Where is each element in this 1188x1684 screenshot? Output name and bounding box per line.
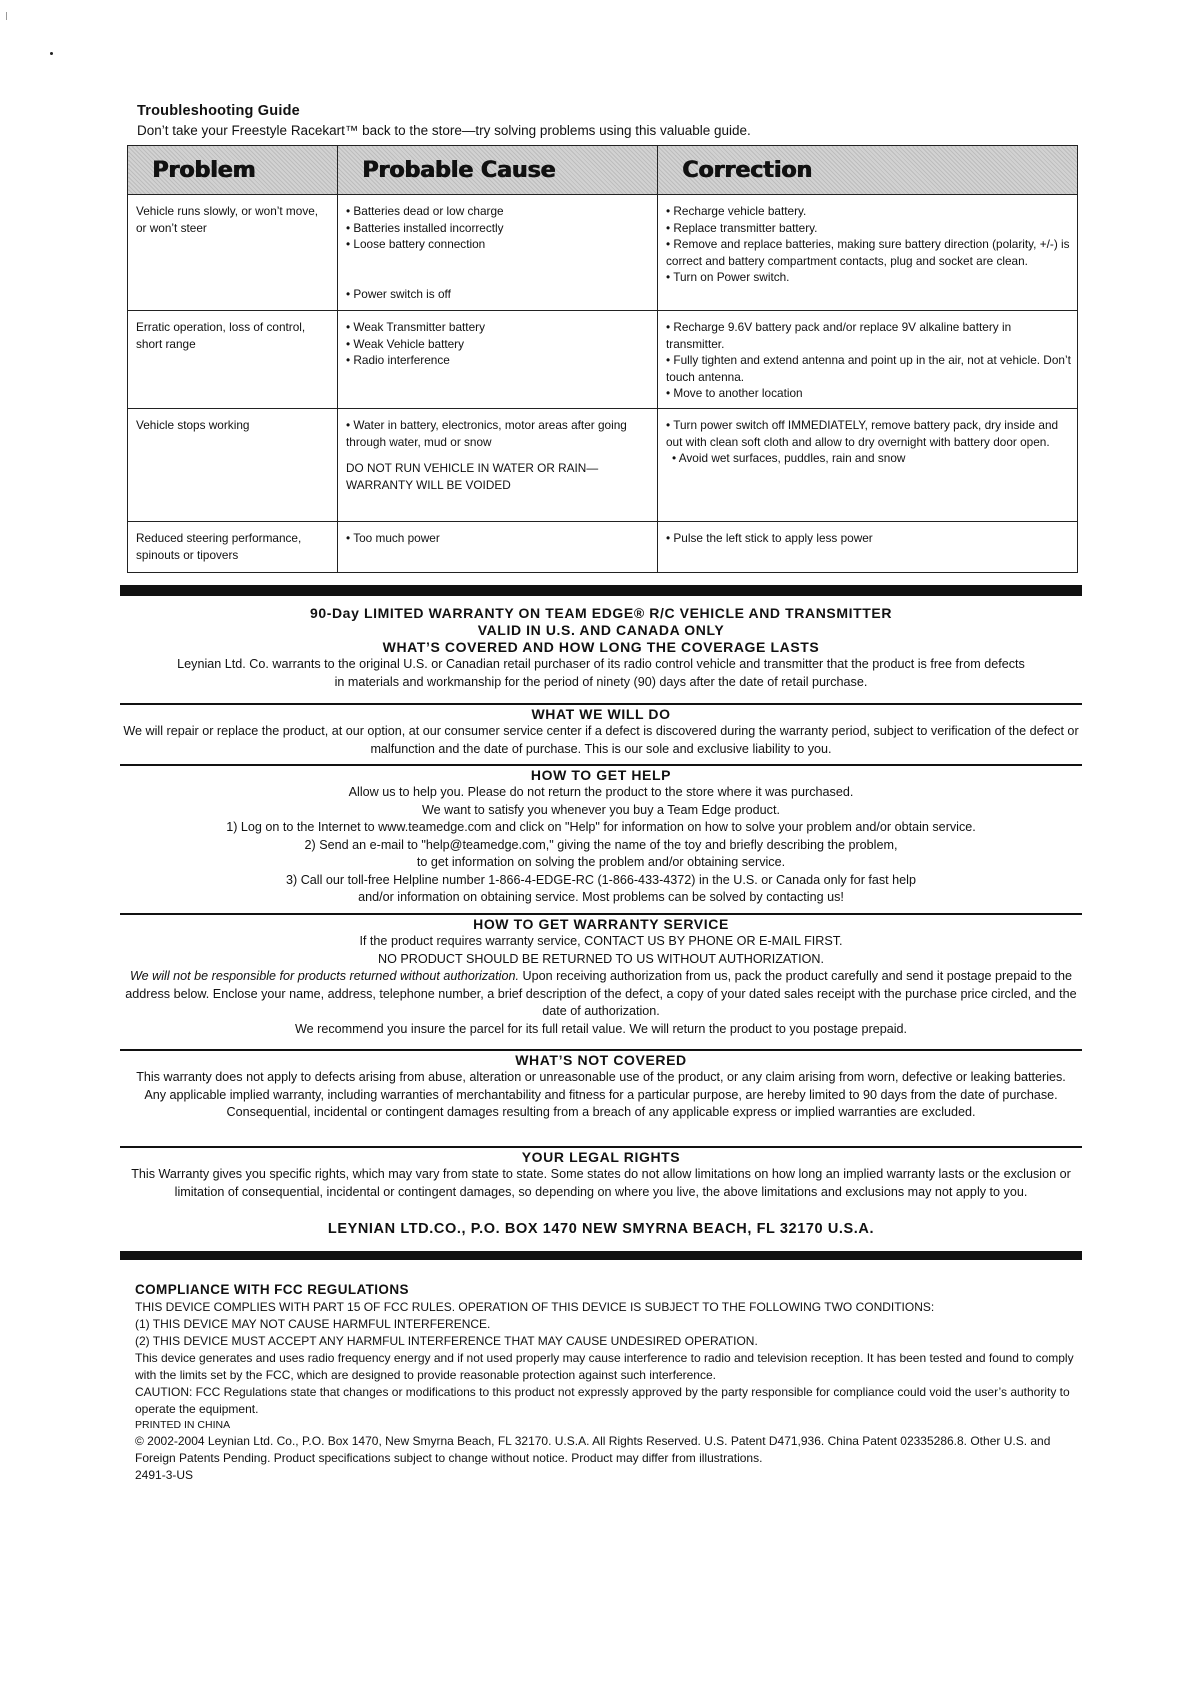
correction-item: • Avoid wet surfaces, puddles, rain and snow — [672, 451, 906, 466]
problem-cell — [128, 521, 338, 572]
not-covered-exclusion: Consequential, incidental or contingent damages resulting from a breach of any applicable express or implied warranties are excluded. — [226, 1105, 976, 1119]
correction-item: • Recharge 9.6V battery pack and/or replace 9V alkaline battery in transmitter. — [666, 320, 1012, 351]
cause-item: • Weak Vehicle battery — [346, 336, 465, 351]
section-heading-will-do: WHAT WE WILL DO — [531, 706, 671, 722]
fcc-compliance-section — [135, 1282, 1075, 1484]
correction-item: • Move to another location — [666, 386, 803, 401]
cause-cell — [338, 311, 658, 409]
covered-text: Leynian Ltd. Co. warrants to the original U.S. or Canadian retail purchaser of its radio control vehicle and transmitter that the product is free from defects in materials and workmanship for the period of ninety (90) days after the date of retail purchase. — [177, 657, 1025, 689]
cause-item: • Too much power — [346, 530, 440, 545]
scan-mark — [6, 12, 7, 20]
help-line: 1) Log on to the Internet to www.teamedge.com and click on "Help" for information on how to solve your problem and/or obtain service. — [226, 820, 976, 834]
cause-item: • Loose battery connection — [346, 237, 486, 252]
problem-cell — [128, 311, 338, 409]
table-row — [128, 408, 1078, 521]
legal-rights-section — [115, 1149, 1087, 1201]
service-line: We recommend you insure the parcel for its full retail value. We will return the product to you postage prepaid. — [294, 1021, 908, 1036]
divider — [120, 1146, 1082, 1148]
how-to-get-help-section — [115, 767, 1087, 907]
correction-item: • Replace transmitter battery. — [666, 220, 818, 235]
section-heading-not-covered: WHAT’S NOT COVERED — [515, 1052, 687, 1068]
divider — [120, 913, 1082, 915]
cause-item: • Water in battery, electronics, motor areas after going through water, mud or snow — [346, 417, 627, 449]
troubleshooting-title: Troubleshooting Guide — [137, 103, 300, 119]
cause-item: • Batteries dead or low charge — [346, 204, 504, 218]
fcc-heading: COMPLIANCE WITH FCC REGULATIONS — [135, 1282, 409, 1297]
service-line: NO PRODUCT SHOULD BE RETURNED TO US WITHOUT AUTHORIZATION. — [378, 951, 824, 966]
correction-item: • Fully tighten and extend antenna and point up in the air, not at vehicle. Don’t touch antenna. — [666, 353, 1071, 384]
problem-text: Reduced steering performance, spinouts or tipovers — [136, 530, 302, 562]
fcc-line: (1) THIS DEVICE MAY NOT CAUSE HARMFUL INTERFERENCE. — [135, 1317, 491, 1331]
divider — [120, 1049, 1082, 1051]
company-address: LEYNIAN LTD.CO., P.O. BOX 1470 NEW SMYRNA BEACH, FL 32170 U.S.A. — [327, 1221, 875, 1237]
fcc-line: THIS DEVICE COMPLIES WITH PART 15 OF FCC RULES. OPERATION OF THIS DEVICE IS SUBJECT TO THE FOLLOWING TWO CONDITIONS: — [135, 1300, 935, 1314]
legal-rights-text: This Warranty gives you specific rights, which may vary from state to state. Some states do not allow limitations on how long an implied warranty lasts or the exclusion or limitation of consequential, incidental or contingent damages, so depending on where you live, the above limitations and exclusions may not apply to you. — [131, 1167, 1071, 1199]
correction-cell — [658, 195, 1078, 311]
problem-cell — [128, 195, 338, 311]
cause-cell — [338, 195, 658, 311]
help-line: Allow us to help you. Please do not return the product to the store where it was purchased. — [348, 785, 854, 799]
not-covered-section — [115, 1052, 1087, 1122]
what-we-will-do-section — [115, 706, 1087, 758]
not-covered-text: This warranty does not apply to defects arising from abuse, alteration or unreasonable use of the product, or any claim arising from worn, defective or leaking batteries. Any applicable implied warranty, including warranties of merchantability and fitness for a particular purpose, are hereby limited to 90 days from the date of purchase. — [136, 1070, 1066, 1102]
service-line: If the product requires warranty service, CONTACT US BY PHONE OR E-MAIL FIRST. — [359, 934, 843, 948]
divider-bottom — [120, 1251, 1082, 1260]
help-line: to get information on solving the problem and/or obtaining service. — [416, 855, 786, 869]
cause-item: • Radio interference — [346, 353, 450, 368]
header-probable-cause: Probable Cause — [338, 146, 658, 195]
service-disclaimer: We will not be responsible for products returned without authorization. — [129, 969, 519, 983]
troubleshooting-table — [127, 145, 1078, 573]
header-correction: Correction — [658, 146, 1078, 195]
troubleshooting-intro: Don’t take your Freestyle Racekart™ back to the store—try solving problems using this valuable guide. — [137, 123, 751, 138]
correction-item: • Pulse the left stick to apply less power — [666, 530, 873, 545]
correction-cell — [658, 408, 1078, 521]
divider — [120, 703, 1082, 705]
warranty-title-block — [115, 605, 1087, 691]
cause-item: • Power switch is off — [346, 286, 451, 301]
cause-cell — [338, 408, 658, 521]
warranty-service-section — [115, 916, 1087, 1038]
correction-item: • Turn power switch off IMMEDIATELY, remove battery pack, dry inside and out with clean soft cloth and allow to dry overnight with battery door open. — [666, 417, 1059, 449]
service-instructions: Upon receiving authorization from us, pack the product carefully and send it postage prepaid to the address below. Enclose your name, address, telephone number, a brief description of the defect, a copy of your dated sales receipt with the purchase price circled, and the date of authorization. — [125, 969, 1077, 1018]
header-problem: Problem — [128, 146, 338, 195]
problem-text: Erratic operation, loss of control, short range — [136, 320, 306, 351]
help-line: 3) Call our toll-free Helpline number 1-866-4-EDGE-RC (1-866-433-4372) in the U.S. or Canada only for fast help — [286, 872, 916, 887]
table-row — [128, 521, 1078, 572]
correction-item: • Turn on Power switch. — [666, 270, 790, 285]
copyright: © 2002-2004 Leynian Ltd. Co., P.O. Box 1470, New Smyrna Beach, FL 32170. U.S.A. All Rights Reserved. U.S. Patent D471,936. China Patent 02335286.8. Other U.S. and Foreign Patents Pending. Product specifications subject to change without notice. Product may differ from illustrations. — [135, 1434, 1051, 1465]
table-header-row — [128, 146, 1078, 195]
divider-top — [120, 585, 1082, 596]
cause-item: • Weak Transmitter battery — [346, 320, 485, 334]
table-row — [128, 311, 1078, 409]
correction-item: • Remove and replace batteries, making sure battery direction (polarity, +/-) is correct and battery compartment contacts, plug and socket are clean. — [666, 237, 1070, 268]
will-do-text: We will repair or replace the product, at our option, at our consumer service center if a defect is discovered during the warranty period, subject to verification of the defect or malfunction and the date of purchase. This is our sole and exclusive liability to you. — [123, 724, 1079, 756]
water-warning: DO NOT RUN VEHICLE IN WATER OR RAIN— WARRANTY WILL BE VOIDED — [346, 461, 599, 492]
warranty-title: 90-Day LIMITED WARRANTY ON TEAM EDGE® R/C VEHICLE AND TRANSMITTER — [309, 605, 893, 621]
printed-in: PRINTED IN CHINA — [135, 1419, 231, 1431]
product-code: 2491-3-US — [135, 1468, 194, 1482]
help-line: We want to satisfy you whenever you buy a Team Edge product. — [422, 802, 780, 817]
divider — [120, 764, 1082, 766]
correction-item: • Recharge vehicle battery. — [666, 204, 807, 218]
problem-text: Vehicle runs slowly, or won’t move, or won’t steer — [136, 204, 319, 235]
section-heading-rights: YOUR LEGAL RIGHTS — [521, 1149, 681, 1165]
help-line: and/or information on obtaining service. Most problems can be solved by contacting us! — [358, 890, 844, 904]
cause-item: • Batteries installed incorrectly — [346, 220, 504, 235]
warranty-validity: VALID IN U.S. AND CANADA ONLY — [477, 622, 725, 638]
scan-dot — [50, 52, 53, 55]
cause-cell — [338, 521, 658, 572]
section-heading-service: HOW TO GET WARRANTY SERVICE — [473, 916, 729, 932]
problem-cell — [128, 408, 338, 521]
help-line: 2) Send an e-mail to "help@teamedge.com," giving the name of the toy and briefly describing the problem, — [304, 837, 898, 852]
table-row — [128, 195, 1078, 311]
problem-text: Vehicle stops working — [136, 417, 250, 432]
fcc-notice: This device generates and uses radio frequency energy and if not used properly may cause interference to radio and television reception. It has been tested and found to comply with the limits set by the FCC, which are designed to provide reasonable protection against such interference. — [135, 1351, 1074, 1382]
correction-cell — [658, 521, 1078, 572]
section-heading-help: HOW TO GET HELP — [530, 767, 672, 783]
correction-cell — [658, 311, 1078, 409]
fcc-line: (2) THIS DEVICE MUST ACCEPT ANY HARMFUL INTERFERENCE THAT MAY CAUSE UNDESIRED OPERATION. — [135, 1334, 758, 1348]
section-heading-covered: WHAT’S COVERED AND HOW LONG THE COVERAGE LASTS — [382, 639, 820, 655]
fcc-caution: CAUTION: FCC Regulations state that changes or modifications to this product not expressly approved by the party responsible for compliance could void the user’s authority to operate the equipment. — [135, 1385, 1070, 1416]
